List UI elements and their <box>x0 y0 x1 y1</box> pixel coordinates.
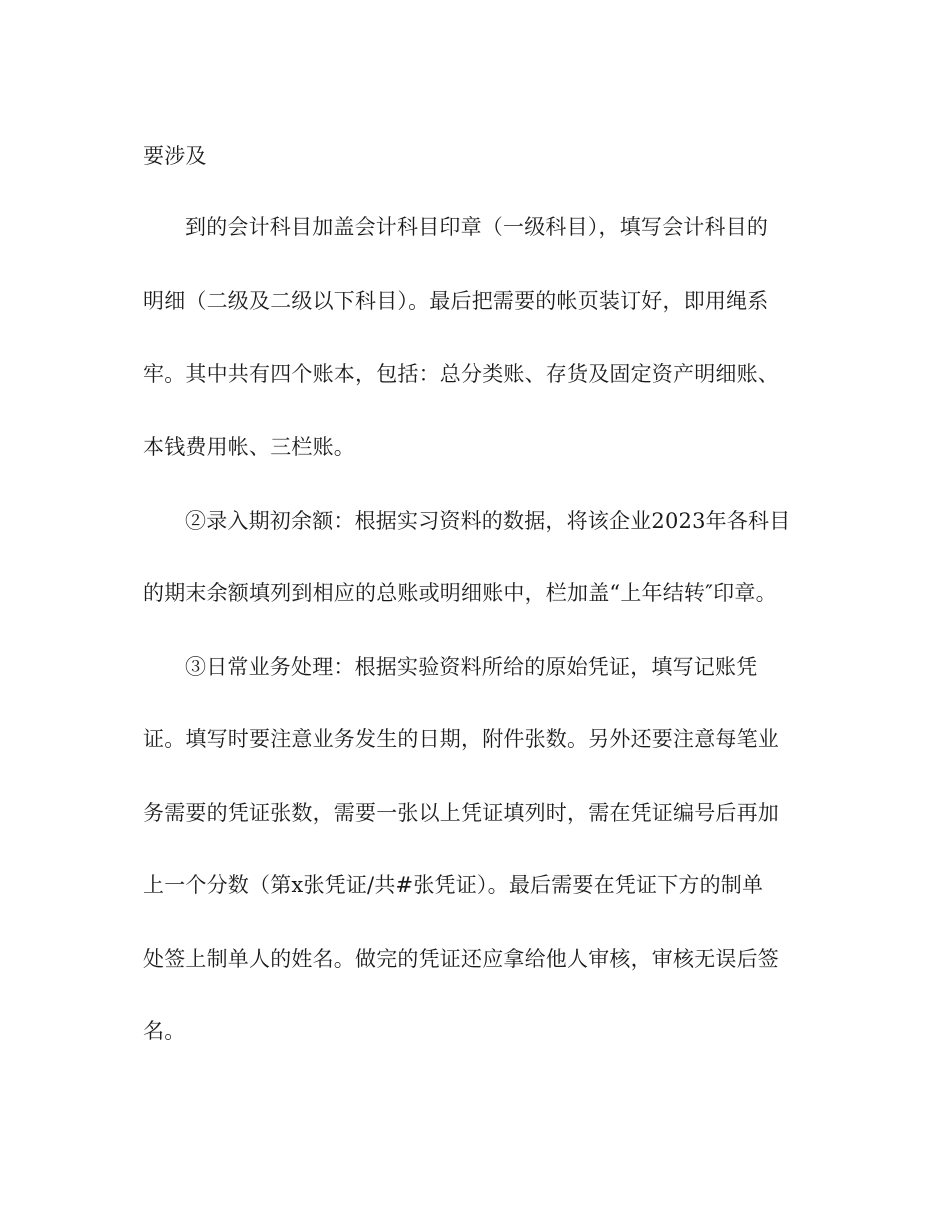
text-line-3: 明细（二级及二级以下科目）。最后把需要的帐页装订好，即用绳系 <box>143 289 769 313</box>
text-line-12: 处签上制单人的姓名。做完的凭证还应拿给他人审核，审核无误后签 <box>143 947 779 971</box>
text-line-11: 上一个分数（第x张凭证/共#张凭证）。最后需要在凭证下方的制单 <box>143 873 764 897</box>
text-line-7: 的期末余额填列到相应的总账或明细账中，栏加盖“上年结转″印章。 <box>143 581 777 605</box>
text-line-9: 证。填写时要注意业务发生的日期，附件张数。另外还要注意每笔业 <box>143 727 779 751</box>
text-line-6: ②录入期初余额：根据实习资料的数据，将该企业2023年各科目 <box>185 509 791 533</box>
text-line-5: 本钱费用帐、三栏账。 <box>143 435 355 459</box>
text-line-1: 要涉及 <box>143 144 207 168</box>
text-line-2: 到的会计科目加盖会计科目印章（一级科目），填写会计科目的 <box>185 215 769 239</box>
text-line-4: 牢。其中共有四个账本，包括：总分类账、存货及固定资产明细账、 <box>143 362 779 386</box>
text-line-8: ③日常业务处理：根据实验资料所给的原始凭证，填写记账凭 <box>185 655 758 679</box>
text-line-10: 务需要的凭证张数，需要一张以上凭证填列时，需在凭证编号后再加 <box>143 801 779 825</box>
text-line-13: 名。 <box>143 1019 186 1043</box>
